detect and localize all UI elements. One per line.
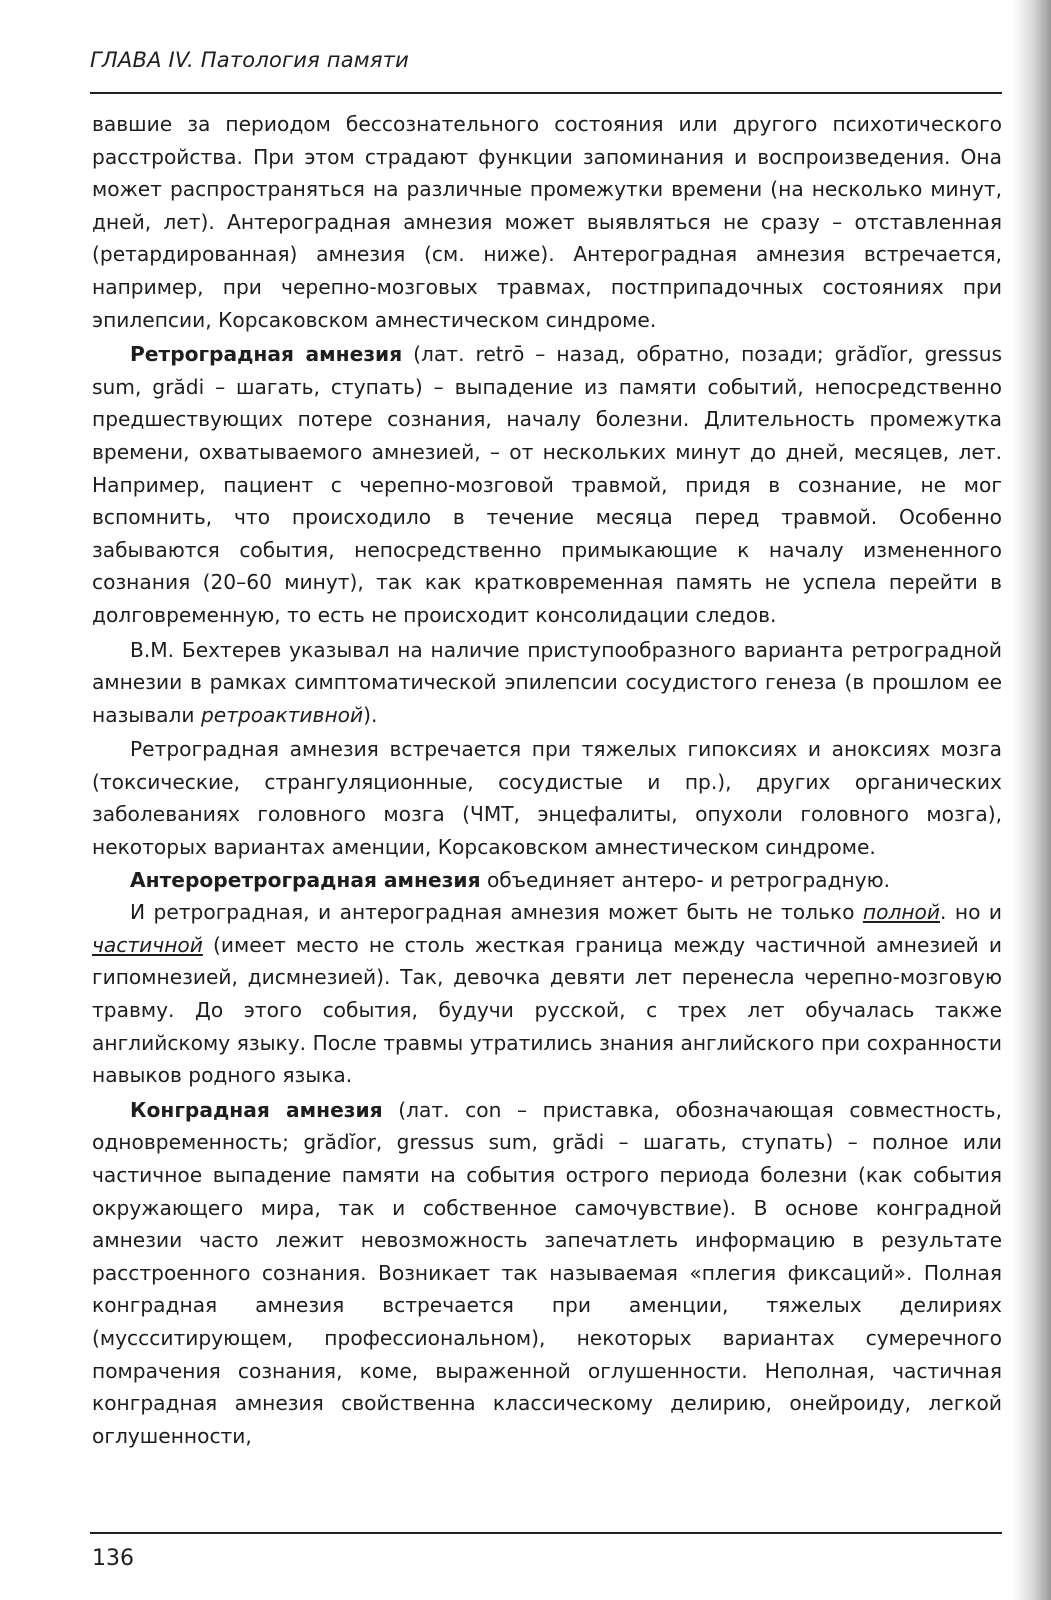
paragraph-1: вавшие за периодом бессознательного состояния или другого психотического расстройства. При этом страдают функции запоминания и воспроизведения. Она может распространяться на различные промежутки времени (на несколько минут, дней, лет). Антероградная амнезия может выявляться не сразу – отставленная (ретардированная) амнезия (см. ниже). Антероградная амнезия встречается, например, при черепно-мозговых травмах, постприпадочных состояниях при эпилепсии, Корсаковском амнестическом синдроме.: [92, 112, 1002, 332]
paragraph-7-text: (лат. con – приставка, обозначающая совместность, одновременность; grădĭor, gressus sum, grădi – шагать, ступать) – полное или частичное выпадение памяти на события острого периода болезни (как события окружающего мира, так и собственное самочувствие). В основе конградной амнезии часто лежит невозможность запечатлеть информацию в результате расстроенного сознания. Возникает так называемая «плегия фиксаций». Полная конградная амнезия встречается при аменции, тяжелых делириях (муссситирующем, профессиональном), некоторых вариантах сумеречного помрачения сознания, коме, выраженной оглушенности. Неполная, частичная конградная амнезия свойственна классическому делирию, онейроиду, легкой оглушенности,: [92, 1097, 1002, 1448]
paragraph-7: [92, 1094, 1002, 1453]
running-head: ГЛАВА IV. Патология памяти: [90, 48, 409, 72]
paragraph-2-text: (лат. retrō – назад, обратно, позади; grădĭor, gressus sum, grădi – шагать, ступать) – выпадение из памяти событий, непосредственно предшествующих потере сознания, началу болезни. Длительность промежутка времени, охватываемого амнезией, – от нескольких минут до дней, месяцев, лет. Например, пациент с черепно-мозговой травмой, придя в сознание, не мог вспомнить, что происходило в течение месяца перед травмой. Особенно забываются события, непосредственно примыкающие к началу измененного сознания (20–60 минут), так как кратковременная память не успела перейти в долговременную, то есть не происходит консолидации следов.: [92, 342, 1003, 627]
footer-rule: [90, 1532, 1002, 1534]
paragraph-6-text-middle: . но и: [940, 900, 1003, 925]
paragraph-6-text-after: (имеет место не столь жесткая граница между частичной амнезией и гипомнезией, дисмнезией). Так, девочка девяти лет перенесла черепно-мозговую травму. До этого события, будучи русской, с трех лет обучалась также английскому языку. После травмы утратились знания английского при сохранности навыков родного языка.: [92, 932, 1002, 1088]
page-number: 136: [92, 1546, 134, 1571]
term-congrade: Конградная амнезия: [130, 1097, 383, 1122]
page-edge-shadow: [1013, 0, 1051, 1600]
term-anteroretrograde: Антероретроградная амнезия: [130, 867, 481, 892]
paragraph-5: [92, 864, 1002, 897]
paragraph-5-text: объединяет антеро- и ретроградную.: [480, 867, 891, 892]
term-complete: полной: [862, 900, 941, 925]
body-text: [92, 108, 1002, 1452]
paragraph-6-text-before: И ретроградная, и антероградная амнезия может быть не только: [130, 900, 863, 925]
header-rule: [90, 92, 1002, 94]
paragraph-2: [92, 338, 1002, 631]
paragraph-4: Ретроградная амнезия встречается при тяжелых гипоксиях и аноксиях мозга (токсические, странгуляционные, сосудистые и пр.), других органических заболеваниях головного мозга (ЧМТ, энцефалиты, опухоли головного мозга), некоторых вариантах аменции, Корсаковском амнестическом синдроме.: [92, 737, 1002, 860]
term-retrograde: Ретроградная амнезия: [130, 342, 403, 367]
paragraph-3-text-after: ).: [363, 702, 378, 727]
term-retroactive: ретроактивной: [200, 702, 364, 727]
paragraph-6: [92, 896, 1002, 1092]
paragraph-3-text-before: В.М. Бехтерев указывал на наличие приступообразного варианта ретроградной амнезии в рамках симптоматической эпилепсии сосудистого генеза (в прошлом ее называли: [92, 637, 1002, 727]
paragraph-3: [92, 634, 1002, 732]
term-partial: частичной: [92, 932, 203, 957]
